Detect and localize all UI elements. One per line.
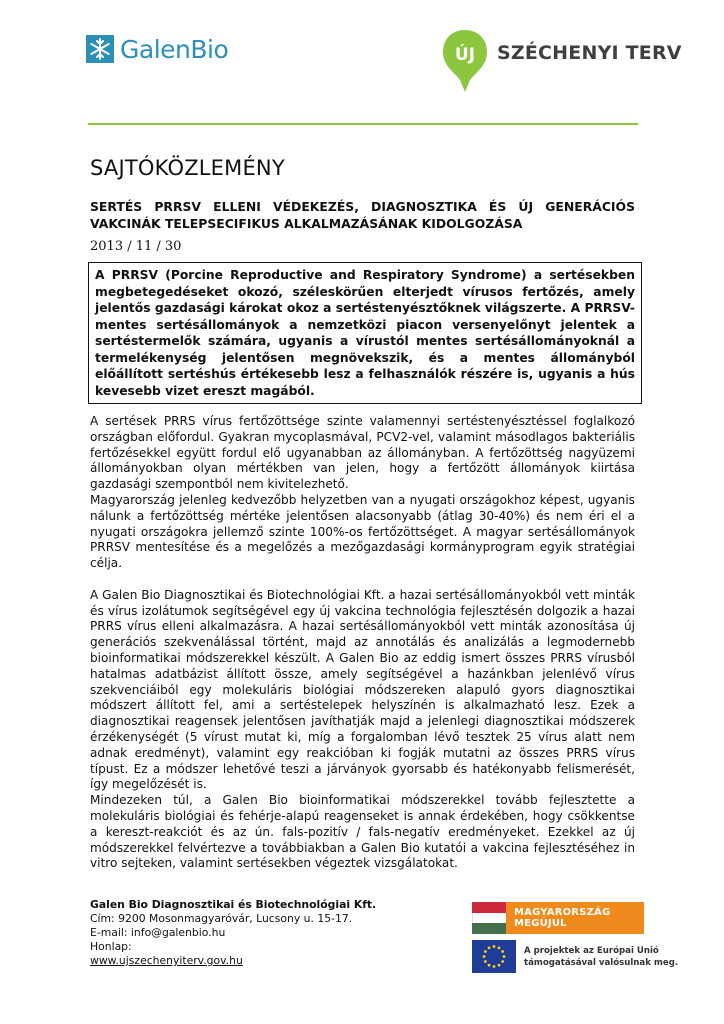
lead-summary-box: A PRRSV (Porcine Reproductive and Respiratory Syndrome) a sertésekben megbetegedéseket okozó, széleskörűen elterjedt vírusos fertőzés, amely jelentős gazdasági károkat okoz a sertéstenyésztőknek világszerte. A PRRSV-mentes sertésállományok a nemzetközi piacon versenyelőnyt jelentek a sertéstermelők számára, ugyanis a vírustól mentes sertésállományoknál a termelékenység jelentősen megnövekszik, és a mentes állományból előállított sertéshús értékesebb lesz a felhasználók részére is, ugyanis a hús kevesebb vizet ereszt magából. xyxy=(88,262,642,404)
galenbio-logo-text: GalenBio xyxy=(120,34,229,64)
body-paragraph: Magyarország jelenleg kedvezőbb helyzetben van a nyugati országokhoz képest, ugyanis nálunk a fertőzöttség mértéke jelentősen alacsonyabb (átlag 30-40%) és nem éri el a nyugati országokra jellemző szinte 100%-os fertőzöttséget. A magyar sertésállományok PRRSV mentesítése és a megelőzés a mezőgazdasági kormányprogram egyik stratégiai célja. xyxy=(90,492,635,571)
eu-star-icon xyxy=(493,945,496,948)
galenbio-logo xyxy=(86,34,228,64)
body-paragraph: A sertések PRRS vírus fertőzöttsége szinte valamennyi sertéstenyésztéssel foglalkozó országban előfordul. Gyakran mycoplasmával, PCV2-vel, valamint másodlagos bakteriális fertőzésekkel együtt fordul elő ugyanabban az állományban. A fertőzöttség nagyüzemi állományokban olyan mértékben van jelen, hogy a fertőzött állományok kiirtása gazdasági szempontból nem kivitelezhető. xyxy=(90,414,635,492)
eu-star-icon xyxy=(484,950,487,953)
eu-support-text xyxy=(524,945,678,969)
header-divider xyxy=(88,123,638,125)
eu-star-icon xyxy=(498,964,501,967)
page-title: SAJTÓKÖZLEMÉNY xyxy=(90,156,285,180)
footer-email: E-mail: info@galenbio.hu xyxy=(90,926,226,939)
eu-star-icon xyxy=(483,955,486,958)
hungarian-flag-icon xyxy=(472,902,506,934)
eu-support-badge xyxy=(472,940,678,973)
eu-star-icon xyxy=(498,946,501,949)
szechenyi-badge-text: ÚJ xyxy=(454,45,476,65)
magyarorszag-megujul-text: MAGYARORSZÁG MEGÚJUL xyxy=(506,902,644,934)
press-release-subtitle: SERTÉS PRRSV ELLENI VÉDEKEZÉS, DIAGNOSZTIKA ÉS ÚJ GENERÁCIÓS VAKCINÁK TELEPSECIFIKUS ALKALMAZÁSÁNAK KIDOLGOZÁSA xyxy=(90,199,635,231)
eu-star-icon xyxy=(501,950,504,953)
footer-contact xyxy=(90,898,376,968)
eu-star-icon xyxy=(488,946,491,949)
eu-star-icon xyxy=(484,960,487,963)
eu-support-line-1: A projektek az Európai Unió xyxy=(524,945,659,956)
eu-star-icon xyxy=(488,964,491,967)
footer-website-label: Honlap: xyxy=(90,940,132,953)
eu-star-icon xyxy=(501,960,504,963)
snowflake-icon xyxy=(86,35,114,63)
body-paragraph: A Galen Bio Diagnosztikai és Biotechnológiai Kft. a hazai sertésállományokból vett minták és vírus izolátumok segítségével egy új vakcina technológia fejlesztésén dolgozik a hazai PRRS vírus elleni alkalmazásra. A hazai sertésállományokból vett minták azonosítása új generációs szekvenálással történt, majd az annotálás és analizálás a legmodernebb bioinformatikai módszerekkel készült. A Galen Bio az eddig ismert összes PRRS vírusból hatalmas adatbázist állított össze, amely segítségével a hazánkban jelenlévő vírus szekvenciáiból egy molekuláris biológiai módszereken alapuló gyors diagnosztikai módszert állított fel, ami a sertéstelepek helyszínén is alkalmazható lesz. Ezek a diagnosztikai reagensek jelentősen javíthatják majd a jelenlegi diagnosztikai módszerek érzékenységét (5 vírust mutat ki, míg a forgalomban lévő tesztek 25 vírus alatt nem adnak eredményt), valamint egy reakcióban ki fogják mutatni az összes PRRS vírus típust. Ez a módszer lehetővé teszi a járványok gyorsabb és hatékonyabb felismerését, így megelőzését is. xyxy=(90,587,635,792)
szechenyi-uj-badge-icon xyxy=(440,28,490,94)
magyarorszag-megujul-badge xyxy=(472,902,644,934)
eu-star-icon xyxy=(493,965,496,968)
eu-support-line-2: támogatásával valósulnak meg. xyxy=(524,957,679,968)
footer-address: Cím: 9200 Mosonmagyaróvár, Lucsony u. 15-17. xyxy=(90,912,353,925)
footer-website-link[interactable]: www.ujszechenyiterv.gov.hu xyxy=(90,954,243,967)
eu-flag-icon xyxy=(472,940,516,973)
szechenyi-terv-logo xyxy=(440,28,682,94)
body-text xyxy=(90,414,635,872)
szechenyi-logo-text: SZÉCHENYI TERV xyxy=(497,42,682,64)
footer-company-name: Galen Bio Diagnosztikai és Biotechnológiai Kft. xyxy=(90,898,377,911)
body-paragraph: Mindezeken túl, a Galen Bio bioinformatikai módszerekkel tovább fejlesztette a molekuláris biológiai és fehérje-alapú reagenseket is annak érdekében, hogy csökkentse a kereszt-reakciót és az ún. fals-pozitív / fals-negatív eredményeket. Ezekkel az új módszerekkel felvértezve a továbbiakban a Galen Bio kutatói a vakcina fejlesztéséhez in vitro sejteken, valamint sertésekben végeztek vizsgálatokat. xyxy=(90,793,635,871)
release-date: 2013 / 11 / 30 xyxy=(90,239,182,254)
eu-star-icon xyxy=(503,955,506,958)
